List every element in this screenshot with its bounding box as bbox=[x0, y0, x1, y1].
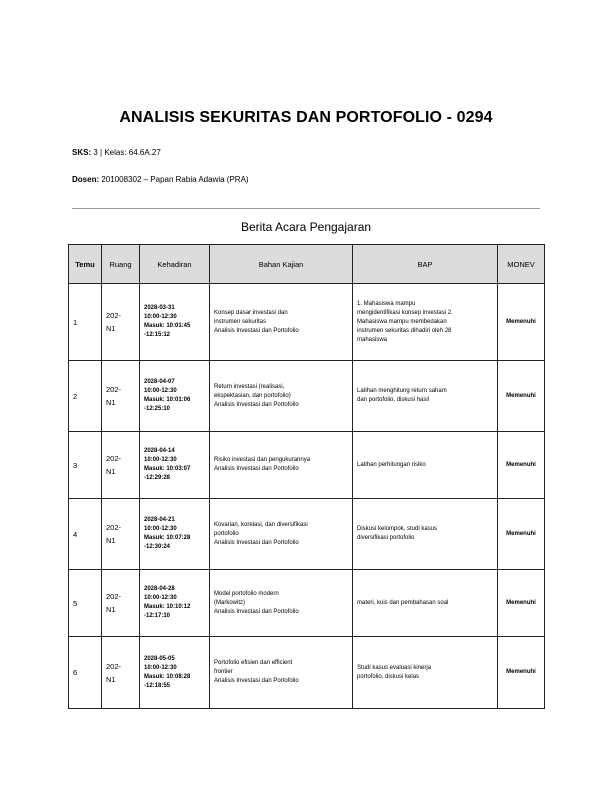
cell-bap-line: dan portofolio, diskusi hasil bbox=[357, 397, 430, 403]
table-row bbox=[69, 432, 545, 499]
cell-ruang-line: 202- bbox=[106, 523, 122, 532]
cell-ruang bbox=[102, 499, 140, 570]
cell-bap-line: portofolio, diskusi kelas bbox=[357, 673, 420, 680]
cell-bap-line: diversifikasi portofolio bbox=[357, 535, 415, 541]
document-title: ANALISIS SEKURITAS DAN PORTOFOLIO - 0294 bbox=[119, 109, 493, 126]
cell-kehadiran-line: 10:00-12:30 bbox=[144, 595, 177, 601]
cell-bahan-kajian-line: Analisis Investasi dan Portofolio bbox=[214, 466, 299, 472]
cell-bahan-kajian-line: Analisis Investasi dan Portofolio bbox=[214, 608, 299, 615]
cell-monev: Memenuhi bbox=[498, 432, 545, 499]
table-header-row bbox=[69, 245, 545, 284]
cell-temu: 1 bbox=[69, 284, 102, 361]
dosen-label: Dosen: bbox=[72, 175, 100, 184]
cell-kehadiran bbox=[140, 499, 210, 570]
table-row bbox=[69, 284, 545, 361]
cell-ruang bbox=[102, 637, 140, 709]
cell-monev: Memenuhi bbox=[498, 361, 545, 432]
cell-ruang bbox=[102, 361, 140, 432]
cell-monev: Memenuhi bbox=[498, 499, 545, 570]
cell-kehadiran bbox=[140, 284, 210, 361]
cell-kehadiran-line: 10:00-12:30 bbox=[144, 526, 177, 532]
cell-bap-line: Mahasiswa mampu membedakan bbox=[357, 318, 447, 325]
cell-bahan-kajian-line: frontier bbox=[214, 669, 233, 675]
cell-ruang-line: 202- bbox=[106, 592, 122, 601]
cell-bahan-kajian-line: portofolio bbox=[214, 530, 239, 537]
section-title: Berita Acara Pengajaran bbox=[240, 220, 372, 234]
cell-bahan-kajian-line: (Markowitz) bbox=[214, 599, 245, 606]
cell-bahan-kajian bbox=[210, 637, 353, 709]
cell-bap-line: mahasiswa bbox=[357, 336, 388, 343]
sks-label: SKS: bbox=[72, 148, 92, 157]
cell-ruang-line: N1 bbox=[106, 536, 116, 545]
header-kehadiran: Kehadiran bbox=[140, 245, 210, 284]
cell-kehadiran-line: 2028-04-21 bbox=[144, 517, 175, 523]
cell-monev: Memenuhi bbox=[498, 284, 545, 361]
cell-bap-line: 1. Mahasiswa mampu bbox=[357, 300, 416, 307]
cell-kehadiran-line: -12:30:24 bbox=[144, 544, 171, 550]
table-row bbox=[69, 361, 545, 432]
cell-bahan-kajian bbox=[210, 432, 353, 499]
cell-kehadiran-line: -12:15:12 bbox=[144, 332, 171, 338]
cell-bahan-kajian-line: instrumen sekuritas bbox=[214, 318, 267, 325]
sks-line bbox=[72, 148, 161, 157]
cell-ruang bbox=[102, 570, 140, 637]
cell-ruang-line: N1 bbox=[106, 467, 116, 476]
cell-kehadiran-line: 2028-04-14 bbox=[144, 448, 175, 454]
cell-kehadiran-line: -12:25:10 bbox=[144, 406, 171, 412]
cell-bahan-kajian bbox=[210, 570, 353, 637]
cell-bap-line: materi, kuis dan pembahasan soal bbox=[357, 599, 449, 606]
cell-kehadiran-line: -12:29:28 bbox=[144, 475, 171, 481]
cell-ruang-line: 202- bbox=[106, 311, 122, 320]
cell-bahan-kajian-line: Konsep dasar investasi dan bbox=[214, 309, 288, 316]
cell-temu: 5 bbox=[69, 570, 102, 637]
cell-temu: 2 bbox=[69, 361, 102, 432]
cell-temu: 4 bbox=[69, 499, 102, 570]
table-row bbox=[69, 637, 545, 709]
cell-kehadiran-line: Masuk: 10:01:45 bbox=[144, 323, 191, 329]
cell-kehadiran-line: 10:00-12:30 bbox=[144, 388, 177, 394]
cell-kehadiran-line: Masuk: 10:07:28 bbox=[144, 535, 191, 541]
cell-bap-line: Latihan perhitungan risiko bbox=[357, 461, 426, 468]
cell-ruang-line: N1 bbox=[106, 398, 116, 407]
cell-ruang-line: N1 bbox=[106, 324, 116, 333]
cell-bap-line: Studi kasus evaluasi kinerja bbox=[357, 664, 432, 671]
cell-ruang-line: 202- bbox=[106, 454, 122, 463]
table-row bbox=[69, 499, 545, 570]
cell-kehadiran-line: Masuk: 10:01:06 bbox=[144, 397, 191, 403]
cell-bahan-kajian-line: Analisis Investasi dan Portofolio bbox=[214, 401, 299, 408]
cell-kehadiran-line: 10:00-12:30 bbox=[144, 314, 177, 320]
divider bbox=[72, 208, 540, 209]
cell-bap-line: Latihan menghitung return saham bbox=[357, 388, 447, 394]
cell-bahan-kajian-line: Model portofolio modern bbox=[214, 590, 279, 597]
cell-ruang-line: 202- bbox=[106, 385, 122, 394]
cell-kehadiran bbox=[140, 637, 210, 709]
cell-bap bbox=[353, 499, 498, 570]
cell-bap bbox=[353, 570, 498, 637]
cell-monev: Memenuhi bbox=[498, 637, 545, 709]
cell-bahan-kajian-line: Analisis Investasi dan Portofolio bbox=[214, 678, 299, 684]
cell-ruang bbox=[102, 432, 140, 499]
cell-kehadiran-line: Masuk: 10:08:28 bbox=[144, 673, 191, 680]
dosen-line bbox=[72, 175, 249, 184]
header-bahan-kajian: Bahan Kajian bbox=[210, 245, 353, 284]
cell-bahan-kajian-line: Kovarian, korelasi, dan diversifikasi bbox=[214, 521, 308, 528]
cell-bahan-kajian bbox=[210, 284, 353, 361]
cell-bap-line: instrumen sekuritas dihadiri oleh 28 bbox=[357, 327, 452, 334]
header-ruang: Ruang bbox=[102, 245, 140, 284]
cell-bap bbox=[353, 637, 498, 709]
sks-value: 3 | Kelas: 64.6A.27 bbox=[93, 148, 161, 157]
bap-table bbox=[68, 244, 545, 709]
cell-bap bbox=[353, 432, 498, 499]
cell-bahan-kajian-line: Analisis Investasi dan Portofolio bbox=[214, 539, 299, 546]
table-row bbox=[69, 570, 545, 637]
cell-bahan-kajian-line: Risiko investasi dan pengukurannya bbox=[214, 457, 311, 463]
cell-kehadiran bbox=[140, 432, 210, 499]
cell-bahan-kajian bbox=[210, 361, 353, 432]
cell-kehadiran-line: 2028-03-31 bbox=[144, 305, 175, 311]
cell-ruang bbox=[102, 284, 140, 361]
cell-bahan-kajian-line: Return investasi (realisasi, bbox=[214, 383, 285, 390]
cell-bap-line: Diskusi kelompok, studi kasus bbox=[357, 526, 438, 532]
cell-bahan-kajian-line: Analisis Investasi dan Portofolio bbox=[214, 327, 299, 334]
cell-kehadiran-line: 10:00-12:30 bbox=[144, 664, 177, 671]
cell-bap-line: mengidentifikasi konsep investasi 2. bbox=[357, 309, 453, 316]
cell-kehadiran bbox=[140, 361, 210, 432]
cell-bap bbox=[353, 284, 498, 361]
header-bap: BAP bbox=[353, 245, 498, 284]
cell-bap bbox=[353, 361, 498, 432]
cell-ruang-line: N1 bbox=[106, 674, 116, 684]
header-temu: Temu bbox=[69, 245, 102, 284]
cell-bahan-kajian-line: ekspektasian, dan portofolio) bbox=[214, 392, 291, 399]
cell-kehadiran-line: 2028-05-05 bbox=[144, 655, 175, 662]
cell-kehadiran-line: -12:18:55 bbox=[144, 682, 171, 689]
cell-kehadiran-line: 10:00-12:30 bbox=[144, 457, 177, 463]
cell-kehadiran-line: 2028-04-28 bbox=[144, 586, 175, 592]
cell-temu: 3 bbox=[69, 432, 102, 499]
cell-monev: Memenuhi bbox=[498, 570, 545, 637]
cell-kehadiran-line: -12:17:10 bbox=[144, 613, 171, 619]
cell-ruang-line: N1 bbox=[106, 605, 116, 614]
cell-temu: 6 bbox=[69, 637, 102, 709]
cell-kehadiran bbox=[140, 570, 210, 637]
cell-bahan-kajian bbox=[210, 499, 353, 570]
cell-kehadiran-line: Masuk: 10:03:07 bbox=[144, 466, 191, 472]
cell-kehadiran-line: Masuk: 10:10:12 bbox=[144, 604, 191, 610]
header-monev: MONEV bbox=[498, 245, 545, 284]
cell-bahan-kajian-line: Portofolio efisien dan efficient bbox=[214, 660, 293, 666]
cell-ruang-line: 202- bbox=[106, 661, 122, 671]
dosen-value: 201008302 – Papan Rabia Adawia (PRA) bbox=[101, 175, 249, 184]
cell-kehadiran-line: 2028-04-07 bbox=[144, 379, 175, 385]
